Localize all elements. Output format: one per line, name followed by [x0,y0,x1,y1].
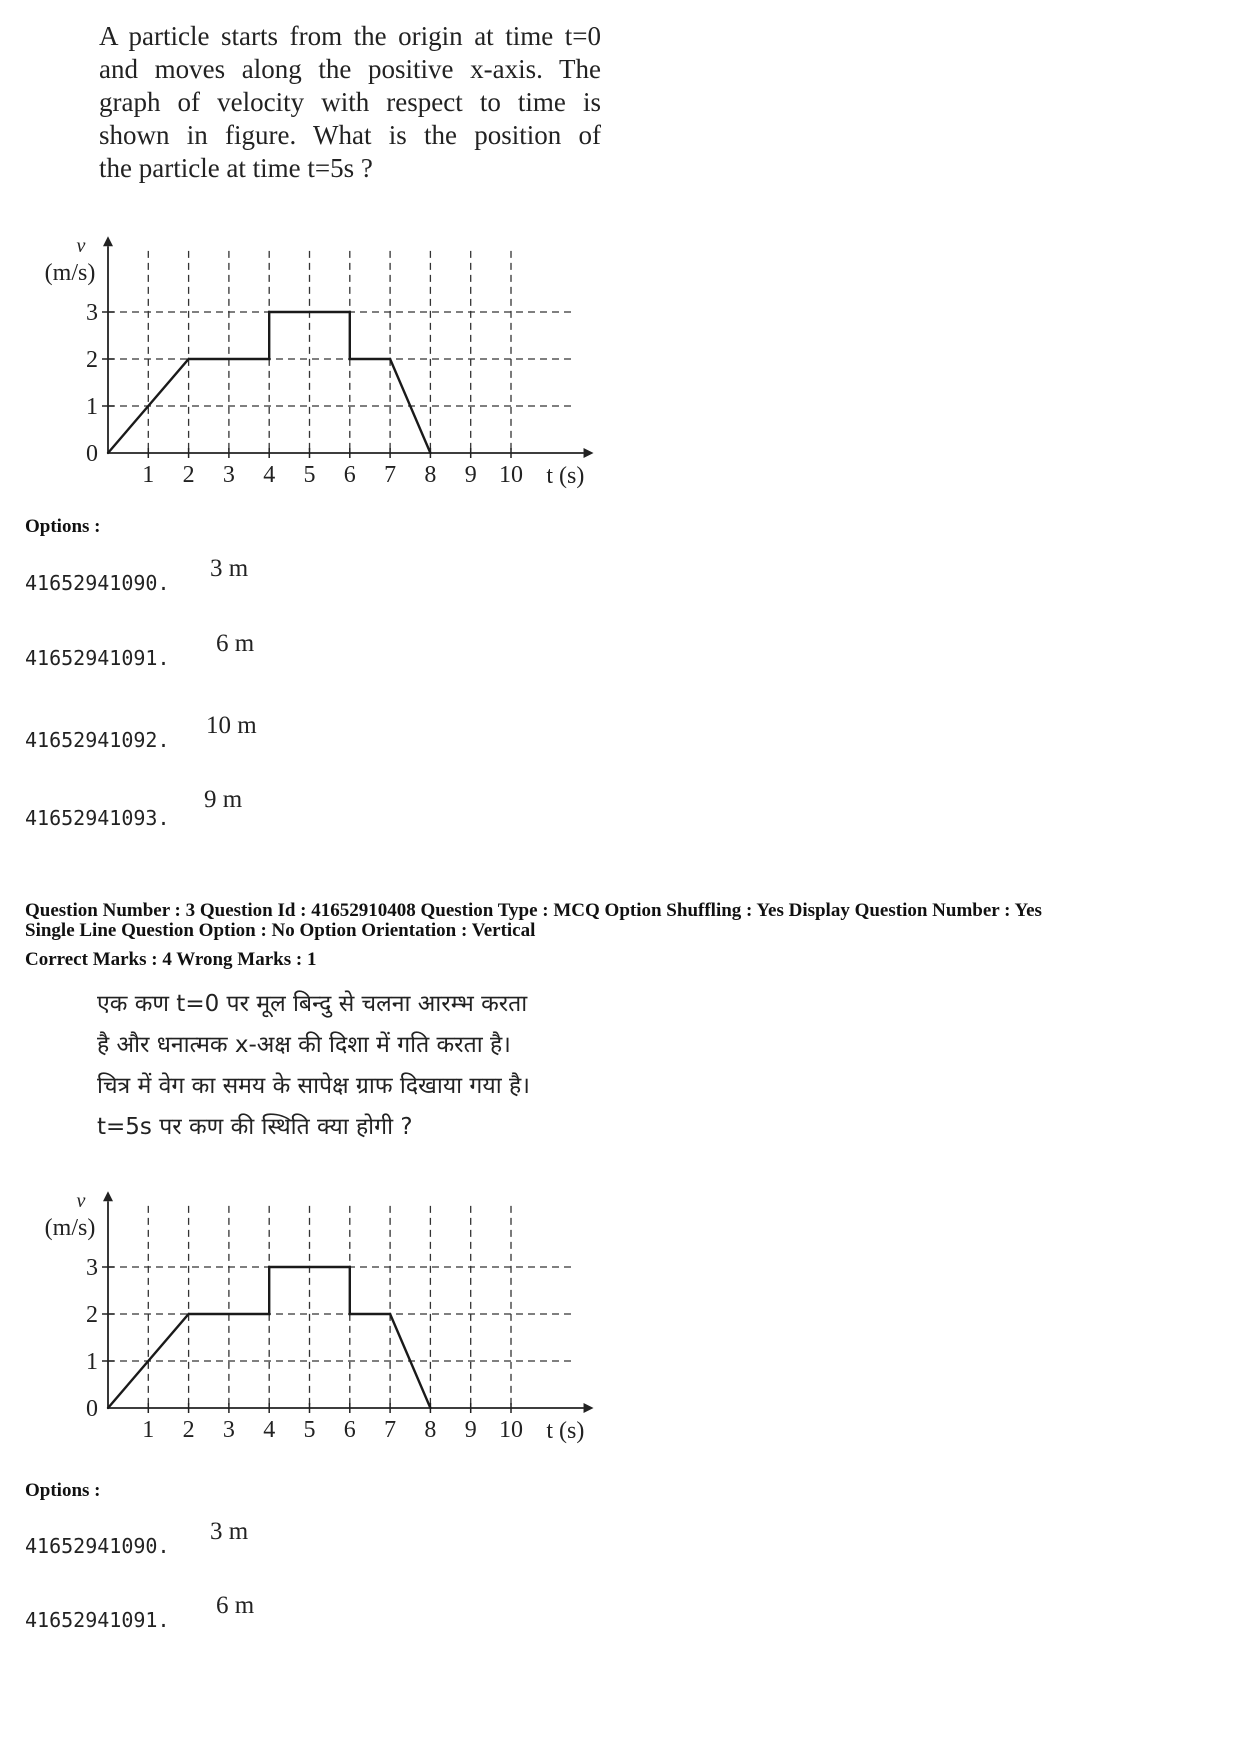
question-line: A particle starts from the origin at time t=0 [99,21,601,51]
x-tick-label: 2 [182,462,195,488]
option-item[interactable] [25,1518,425,1568]
data-point [268,1266,270,1268]
option-item[interactable] [25,786,425,841]
question-line: shown in figure. What is the position of [99,120,601,150]
data-point [268,1313,270,1315]
data-point [389,358,391,360]
data-point [389,1313,391,1315]
x-axis-arrow [584,1403,594,1413]
option-item[interactable] [25,630,425,680]
x-tick-label: 5 [303,1417,316,1443]
x-axis-label: t (s) [546,1418,585,1444]
x-axis-arrow [584,448,594,458]
y-tick-label: 1 [86,1349,98,1375]
x-tick-label: 1 [142,462,155,488]
x-tick-label: 10 [499,462,523,488]
data-point [268,311,270,313]
y-axis-symbol: v [76,1190,86,1213]
option-value: 3 m [210,555,249,582]
y-tick-label: 3 [86,1255,98,1281]
question-line: the particle at time t=5s ? [99,153,373,183]
x-tick-label: 9 [464,462,477,488]
data-point [429,452,431,454]
option-item[interactable] [25,712,425,762]
x-tick-label: 7 [384,462,397,488]
y-axis-unit: (m/s) [44,260,96,287]
x-tick-label: 1 [142,1417,155,1443]
y-axis-unit: (m/s) [44,1215,96,1242]
options-heading: Options : [25,516,101,537]
question-line: है और धनात्मक x-अक्ष की दिशा में गति करता है। [97,1032,511,1058]
y-tick-label: 0 [86,1396,98,1422]
question-line: graph of velocity with respect to time is [99,87,601,117]
option-id: 41652941090. [25,1534,170,1558]
x-tick-label: 5 [303,462,316,488]
y-tick-label: 2 [86,1302,98,1328]
x-tick-label: 3 [222,462,235,488]
option-value: 9 m [204,786,243,813]
data-point [349,1266,351,1268]
option-value: 10 m [206,712,257,739]
option-item[interactable] [25,1592,425,1642]
options-heading: Options : [25,1480,101,1501]
y-tick-label: 3 [86,300,98,326]
x-tick-label: 6 [343,462,356,488]
question-text-english [99,20,601,185]
x-tick-label: 3 [222,1417,235,1443]
question-line: t=5s पर कण की स्थिति क्या होगी ? [97,1114,413,1140]
question-meta-line: Single Line Question Option : No Option Orientation : Vertical [25,920,536,941]
x-tick-label: 8 [424,462,437,488]
data-point [349,1313,351,1315]
y-axis-symbol: v [76,235,86,258]
data-point [268,358,270,360]
y-tick-label: 0 [86,441,98,467]
x-tick-label: 6 [343,1417,356,1443]
data-point [349,311,351,313]
option-id: 41652941090. [25,571,170,595]
data-point [349,358,351,360]
data-point [187,358,189,360]
option-item[interactable] [25,555,425,605]
velocity-time-graph [0,220,620,500]
question-line: and moves along the positive x-axis. The [99,54,601,84]
x-axis-label: t (s) [546,463,585,489]
question-line: चित्र में वेग का समय के सापेक्ष ग्राफ दिखाया गया है। [97,1073,530,1099]
question-text-hindi [97,984,602,1148]
question-line: एक कण t=0 पर मूल बिन्दु से चलना आरम्भ करता [97,991,528,1017]
x-tick-label: 4 [263,1417,276,1443]
data-point [429,1407,431,1409]
x-tick-label: 7 [384,1417,397,1443]
option-id: 41652941092. [25,728,170,752]
question-meta-line: Question Number : 3 Question Id : 41652910408 Question Type : MCQ Option Shuffling : Yes Display Question Number : Yes [25,900,1042,921]
data-point [187,1313,189,1315]
x-tick-label: 9 [464,1417,477,1443]
y-tick-label: 2 [86,347,98,373]
data-point [107,1407,109,1409]
y-tick-label: 1 [86,394,98,420]
velocity-time-graph [0,1175,620,1460]
option-id: 41652941091. [25,1608,170,1632]
x-tick-label: 8 [424,1417,437,1443]
option-value: 3 m [210,1518,249,1545]
option-id: 41652941093. [25,806,170,830]
y-axis-arrow [103,1191,113,1201]
data-point [107,452,109,454]
x-tick-label: 2 [182,1417,195,1443]
option-value: 6 m [216,1592,255,1619]
x-tick-label: 4 [263,462,276,488]
option-id: 41652941091. [25,646,170,670]
x-tick-label: 10 [499,1417,523,1443]
y-axis-arrow [103,236,113,246]
option-value: 6 m [216,630,255,657]
marks-line: Correct Marks : 4 Wrong Marks : 1 [25,949,317,970]
